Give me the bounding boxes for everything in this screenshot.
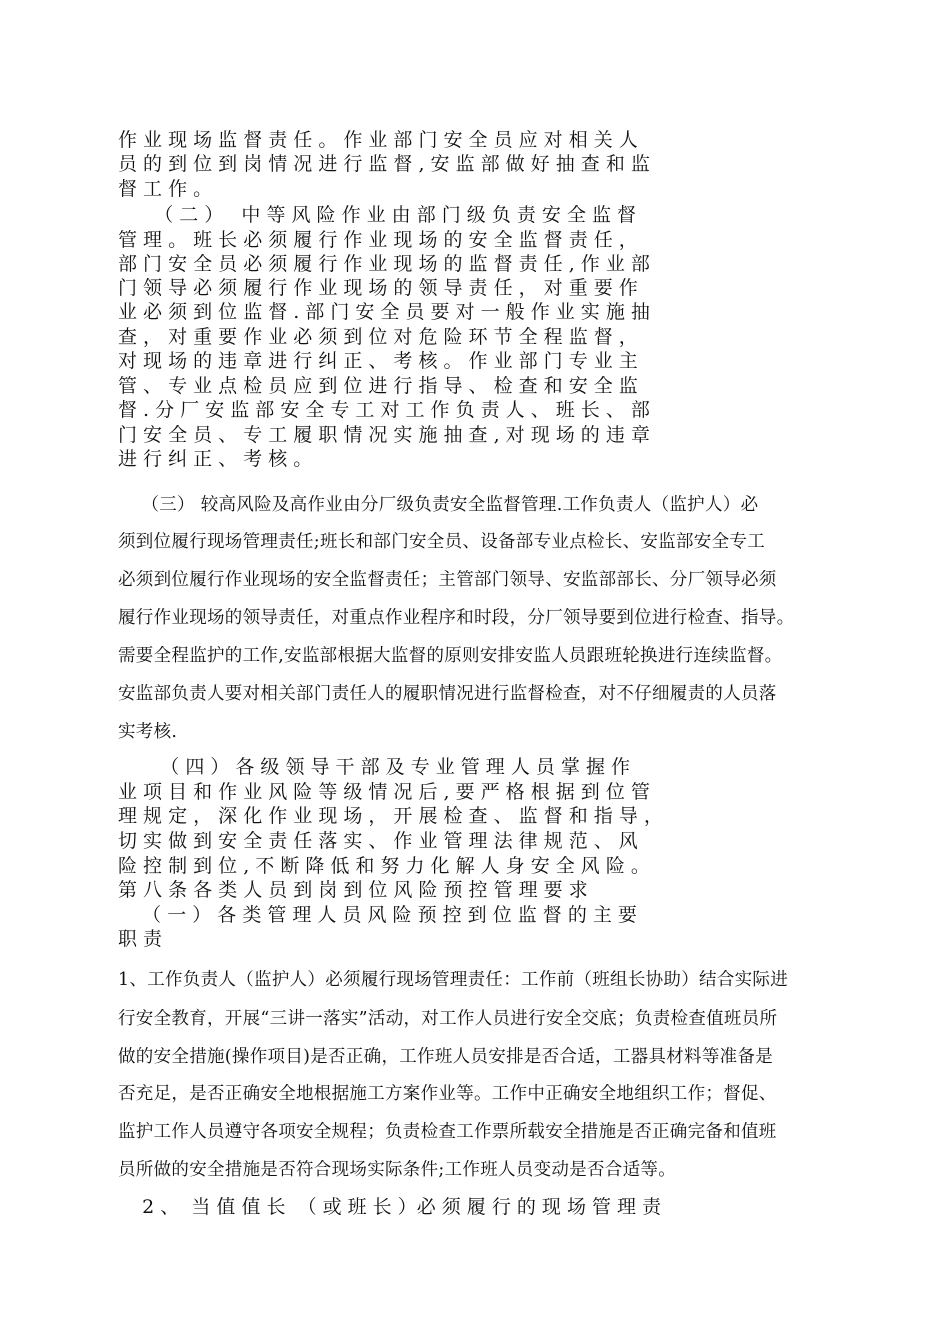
text-line: 险 控 制 到 位 , 不 断 降 低 和 努 力 化 解 人 身 安 全 风 险 。 — [118, 855, 650, 877]
text-line: 须到位履行现场管理责任;班长和部门安全员、设备部专业点检长、安监部安全专工 — [118, 532, 765, 552]
text-line: 督 工 作 。 — [118, 178, 213, 200]
text-line: 员 的 到 位 到 岗 情 况 进 行 监 督 , 安 监 部 做 好 抽 查 和 监 — [118, 153, 650, 175]
text-line: 业 项 目 和 作 业 风 险 等 级 情 况 后 , 要 严 格 根 据 到 位 管 — [118, 781, 650, 803]
text-line: 管 、 专 业 点 检 员 应 到 位 进 行 指 导 、 检 查 和 安 全 监 — [118, 375, 638, 397]
text-line: 否充足，是否正确安全地根据施工方案作业等。工作中正确安全地组织工作；督促、 — [118, 1084, 777, 1104]
text-line: 做的安全措施(操作项目)是否正确，工作班人员安排是否合适，工器具材料等准备是 — [118, 1047, 774, 1067]
text-line: 切 实 做 到 安 全 责 任 落 实 、 作 业 管 理 法 律 规 范 、 风 — [118, 830, 638, 852]
text-line: 门 领 导 必 须 履 行 作 业 现 场 的 领 导 责 任 ， 对 重 要 作 — [118, 277, 638, 299]
text-line: 进 行 纠 正 、 考 核 。 — [118, 448, 313, 470]
text-line: 查 ， 对 重 要 作 业 必 须 到 位 对 危 险 环 节 全 程 监 督 ， — [118, 326, 638, 348]
text-line: 管 理 。 班 长 必 须 履 行 作 业 现 场 的 安 全 监 督 责 任 ， — [118, 229, 638, 251]
text-line: （ 一 ） 各 类 管 理 人 员 风 险 预 控 到 位 监 督 的 主 要 — [118, 904, 637, 926]
text-line: 必须到位履行作业现场的安全监督责任；主管部门领导、安监部部长、分厂领导必须 — [118, 570, 777, 590]
text-line: 行安全教育，开展“三讲一落实”活动，对工作人员进行安全交底；负责检查值班员所 — [118, 1009, 778, 1029]
text-line: （三） 较高风险及高作业由分厂级负责安全监督管理.工作负责人（监护人）必 — [118, 495, 759, 515]
text-line: 2 、 当 值 值 长 （ 或 班 长 ）必 须 履 行 的 现 场 管 理 责 — [118, 1196, 662, 1218]
text-line: 需要全程监护的工作,安监部根据大监督的原则安排安监人员跟班轮换进行连续监督。 — [118, 646, 783, 666]
text-line: 履行作业现场的领导责任，对重点作业程序和时段，分厂领导要到位进行检查、指导。 — [118, 608, 795, 628]
text-line: 业 必 须 到 位 监 督 . 部 门 安 全 员 要 对 一 般 作 业 实 施 抽 — [118, 301, 650, 323]
text-line: 督 . 分 厂 安 监 部 安 全 专 工 对 工 作 负 责 人 、 班 长 、 部 — [118, 399, 650, 421]
text-line: 作 业 现 场 监 督 责 任 。 作 业 部 门 安 全 员 应 对 相 关 人 — [118, 129, 638, 151]
text-line: 实考核. — [118, 722, 178, 742]
text-line: 1、工作负责人（监护人）必须履行现场管理责任：工作前（班组长协助）结合实际进 — [118, 970, 789, 990]
text-line: 部 门 安 全 员 必 须 履 行 作 业 现 场 的 监 督 责 任 , 作 业 部 — [118, 253, 650, 275]
text-line: （ 四 ） 各 级 领 导 干 部 及 专 业 管 理 人 员 掌 握 作 — [118, 756, 630, 778]
text-line: 对 现 场 的 违 章 进 行 纠 正 、 考 核 。 作 业 部 门 专 业 主 — [118, 350, 638, 372]
text-line: 第 八 条 各 类 人 员 到 岗 到 位 风 险 预 控 管 理 要 求 — [118, 879, 588, 901]
text-line: 员所做的安全措施是否符合现场实际条件;工作班人员变动是否合适等。 — [118, 1160, 676, 1180]
text-line: 理 规 定 ， 深 化 作 业 现 场 ， 开 展 检 查 、 监 督 和 指 导 ， — [118, 805, 663, 827]
text-line: 监护工作人员遵守各项安全规程；负责检查工作票所载安全措施是否正确完备和值班 — [118, 1122, 777, 1142]
text-line: 职 责 — [118, 928, 163, 950]
text-line: 安监部负责人要对相关部门责任人的履职情况进行监督检查，对不仔细履责的人员落 — [118, 684, 777, 704]
text-line: 门 安 全 员 、 专 工 履 职 情 况 实 施 抽 查 , 对 现 场 的 违 章 — [118, 424, 650, 446]
text-line: （ 二 ） 中 等 风 险 作 业 由 部 门 级 负 责 安 全 监 督 — [118, 204, 637, 226]
